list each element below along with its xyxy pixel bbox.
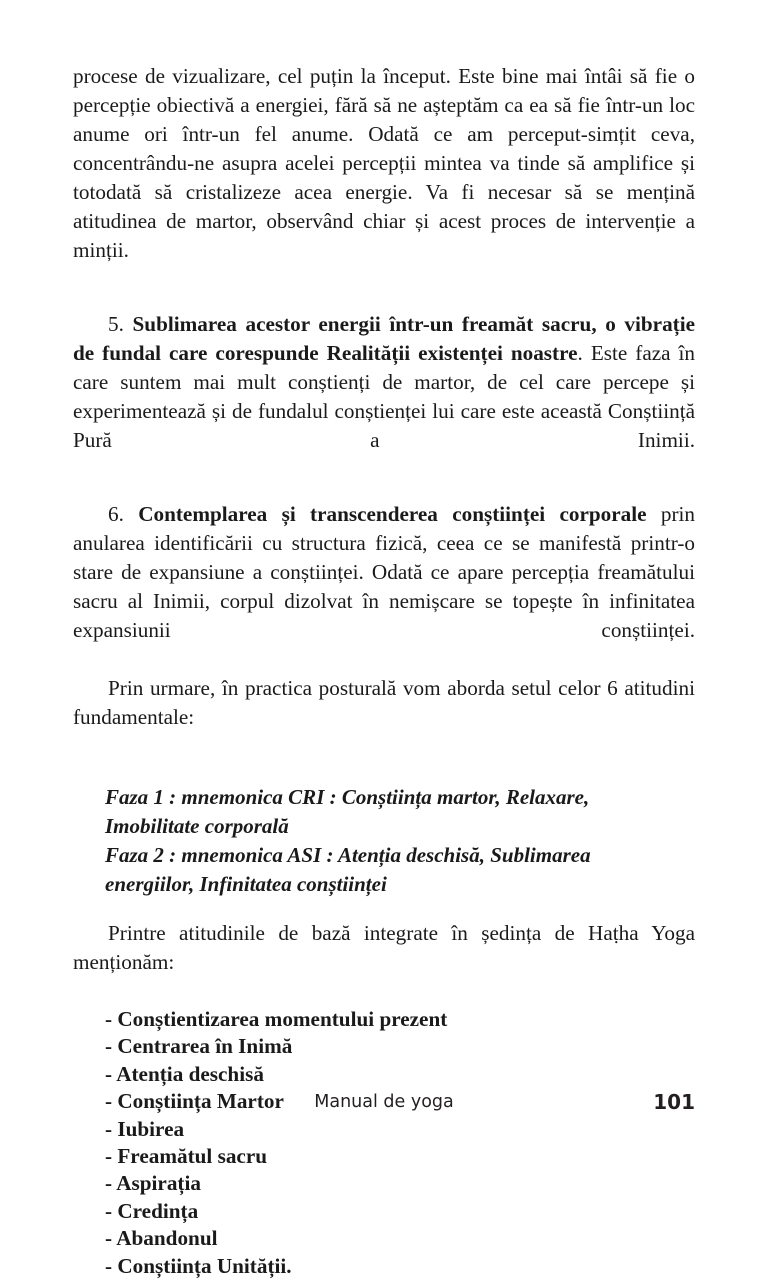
- paragraph-prin-urmare: Prin urmare, în practica posturală vom aborda setul celor 6 atitudini fundamentale:: [73, 676, 695, 729]
- list-item: [73, 1006, 695, 1033]
- footer-page-number: 101: [653, 1090, 695, 1114]
- list-item-label: Aspirația: [116, 1171, 201, 1196]
- numbered-item-6: [73, 500, 695, 674]
- list-dash: -: [105, 1144, 113, 1169]
- item-6-rest: prin anularea identificării cu structura fizică, ceea ce se manifestă printr-o stare de expansiune a conștiinței. Odată ce apare percepția freamătului sacru al Inimii, corpul dizolvat în nemișcare se topește în infinitatea expansiunii conștiinței.: [73, 502, 695, 642]
- paragraph-continuation: procese de vizualizare, cel puțin la început. Este bine mai întâi să fie o percepție obiectivă a energiei, fără să ne așteptăm ca ea să fie într-un loc anume ori într-un fel anume. Odată ce am perceput-simțit ceva, concentrându-ne asupra acelei percepții mintea va tinde să amplifice și totodată să cristalizeze acea energie. Va fi necesar să se mențină atitudinea de martor, observând chiar și acest proces de intervenție a minții.: [73, 64, 695, 262]
- faza-mnemonic-block: [73, 783, 695, 899]
- page-footer: [73, 1092, 695, 1122]
- item-number-6: 6.: [108, 502, 124, 526]
- list-item: [73, 1225, 695, 1252]
- faza-2-line-2: energiilor, Infinitatea conștiinței: [105, 872, 387, 896]
- list-dash: -: [105, 1171, 113, 1196]
- list-dash: -: [105, 1034, 113, 1059]
- list-item: [73, 1061, 695, 1088]
- paragraph-printre-atitudinile: Printre atitudinile de bază integrate în ședința de Haṭha Yoga menționăm:: [73, 921, 695, 974]
- list-item-label: Atenția deschisă: [116, 1061, 264, 1086]
- list-dash: -: [105, 1061, 113, 1086]
- numbered-item-5: [73, 310, 695, 484]
- attitudes-list: [73, 1006, 695, 1280]
- list-dash: -: [105, 1253, 113, 1278]
- list-item-label: Centrarea în Inimă: [117, 1034, 293, 1059]
- faza-1-line-1: Faza 1 : mnemonica CRI : Conștiința martor, Relaxare,: [105, 785, 590, 809]
- list-item-label: Conștiința Unității.: [117, 1253, 292, 1278]
- list-item-label: Conștientizarea momentului prezent: [117, 1007, 448, 1031]
- list-item: [73, 1170, 695, 1197]
- item-6-bold-lead: Contemplarea și transcenderea conștiinței corporale: [138, 502, 647, 526]
- item-number-5: 5.: [108, 312, 124, 336]
- footer-book-title: Manual de yoga: [314, 1092, 454, 1112]
- list-item: [73, 1198, 695, 1225]
- list-item-label: Iubirea: [117, 1116, 185, 1141]
- faza-2-line-1: Faza 2 : mnemonica ASI : Atenția deschisă, Sublimarea: [105, 843, 591, 867]
- list-item: [73, 1033, 695, 1060]
- list-item-label: Abandonul: [116, 1226, 218, 1251]
- faza-1-line-2: Imobilitate corporală: [105, 814, 289, 838]
- list-dash: -: [105, 1198, 113, 1223]
- list-item: [73, 1253, 695, 1280]
- list-dash: -: [105, 1116, 113, 1141]
- list-dash: -: [105, 1226, 113, 1251]
- list-item-label: Credința: [117, 1198, 199, 1223]
- list-dash: -: [105, 1007, 113, 1031]
- list-item: [73, 1143, 695, 1170]
- list-dash: -: [105, 1089, 113, 1114]
- list-item-label: Freamătul sacru: [117, 1144, 268, 1169]
- item-5-rest: . Este faza în care suntem mai mult conștienți de martor, de cel care percepe și experimentează și de fundalul conștienței lui care este această Conștiință Pură a Inimii.: [73, 341, 696, 452]
- item-5-bold-lead: Sublimarea acestor energii într-un freamăt sacru, o vibrație de fundal care corespunde Realității existenței noastre: [73, 312, 696, 365]
- list-item-label: Conștiința Martor: [117, 1089, 284, 1114]
